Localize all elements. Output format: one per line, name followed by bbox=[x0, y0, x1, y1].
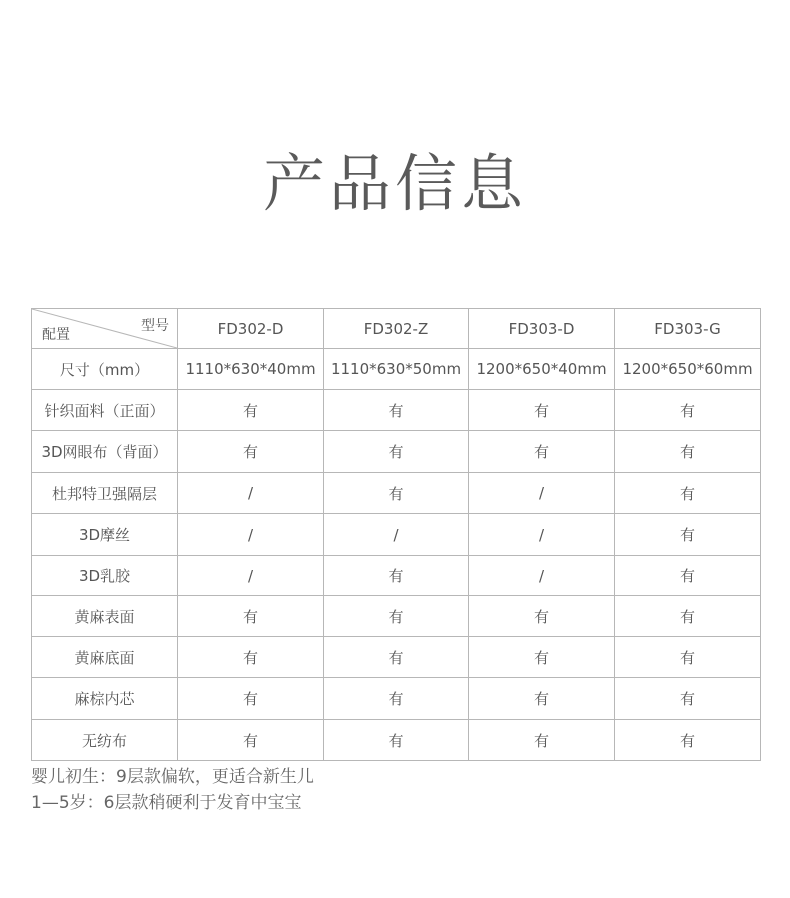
table-cell: 有 bbox=[324, 678, 469, 720]
table-cell: 有 bbox=[615, 556, 761, 596]
table-row bbox=[32, 596, 761, 637]
table-cell: 有 bbox=[469, 637, 615, 678]
table-cell: / bbox=[469, 473, 615, 514]
table-cell: 有 bbox=[469, 390, 615, 431]
spec-table bbox=[31, 308, 761, 761]
note-line: 1—5岁：6层款稍硬利于发育中宝宝 bbox=[31, 793, 302, 813]
table-row bbox=[32, 349, 761, 390]
note-line: 婴儿初生：9层款偏软，更适合新生儿 bbox=[31, 767, 314, 787]
table-cell: / bbox=[469, 556, 615, 596]
table-row bbox=[32, 390, 761, 431]
table-cell: 有 bbox=[324, 390, 469, 431]
row-label: 黄麻底面 bbox=[32, 637, 178, 678]
table-cell: 有 bbox=[178, 637, 324, 678]
table-cell: 有 bbox=[324, 720, 469, 761]
row-label: 3D网眼布（背面） bbox=[32, 431, 178, 473]
model-header: FD303-G bbox=[615, 309, 761, 349]
table-cell: 有 bbox=[178, 596, 324, 637]
table-cell: 1110*630*50mm bbox=[324, 349, 469, 390]
model-header: FD303-D bbox=[469, 309, 615, 349]
row-label: 麻棕内芯 bbox=[32, 678, 178, 720]
table-cell: / bbox=[324, 514, 469, 556]
header-row bbox=[32, 309, 761, 349]
table-cell: / bbox=[178, 473, 324, 514]
row-label: 3D摩丝 bbox=[32, 514, 178, 556]
table-row bbox=[32, 473, 761, 514]
table-cell: 有 bbox=[324, 637, 469, 678]
table-row bbox=[32, 678, 761, 720]
row-label: 3D乳胶 bbox=[32, 556, 178, 596]
table-cell: 1110*630*40mm bbox=[178, 349, 324, 390]
table-cell: 有 bbox=[469, 720, 615, 761]
table-cell: 有 bbox=[324, 473, 469, 514]
table-row bbox=[32, 514, 761, 556]
table-cell: 有 bbox=[615, 596, 761, 637]
row-label: 黄麻表面 bbox=[32, 596, 178, 637]
row-label: 尺寸（mm） bbox=[32, 349, 178, 390]
corner-cell bbox=[32, 309, 178, 349]
page-title: 产品信息 bbox=[262, 147, 527, 220]
table-row bbox=[32, 431, 761, 473]
table-cell: 有 bbox=[324, 596, 469, 637]
table-cell: 有 bbox=[615, 678, 761, 720]
table-cell: / bbox=[178, 556, 324, 596]
table-cell: 有 bbox=[178, 678, 324, 720]
table-row bbox=[32, 556, 761, 596]
table-cell: 有 bbox=[615, 390, 761, 431]
table-cell: 有 bbox=[615, 431, 761, 473]
row-label: 杜邦特卫强隔层 bbox=[32, 473, 178, 514]
table-row bbox=[32, 720, 761, 761]
table-cell: 有 bbox=[469, 431, 615, 473]
model-header: FD302-D bbox=[178, 309, 324, 349]
table-cell: 有 bbox=[469, 678, 615, 720]
table-cell: 有 bbox=[469, 596, 615, 637]
table-cell: 有 bbox=[615, 720, 761, 761]
table-cell: 有 bbox=[178, 720, 324, 761]
table-cell: 有 bbox=[615, 473, 761, 514]
table-cell: / bbox=[469, 514, 615, 556]
model-header: FD302-Z bbox=[324, 309, 469, 349]
table-cell: 有 bbox=[615, 514, 761, 556]
row-label: 无纺布 bbox=[32, 720, 178, 761]
table-row bbox=[32, 637, 761, 678]
table-cell: 有 bbox=[178, 390, 324, 431]
table-cell: 1200*650*60mm bbox=[615, 349, 761, 390]
table-cell: 有 bbox=[615, 637, 761, 678]
table-cell: / bbox=[178, 514, 324, 556]
table-cell: 1200*650*40mm bbox=[469, 349, 615, 390]
row-label: 针织面料（正面） bbox=[32, 390, 178, 431]
config-axis-label: 配置 bbox=[42, 327, 70, 343]
model-axis-label: 型号 bbox=[141, 318, 169, 334]
table-cell: 有 bbox=[178, 431, 324, 473]
table-cell: 有 bbox=[324, 431, 469, 473]
table-cell: 有 bbox=[324, 556, 469, 596]
notes bbox=[31, 764, 314, 816]
